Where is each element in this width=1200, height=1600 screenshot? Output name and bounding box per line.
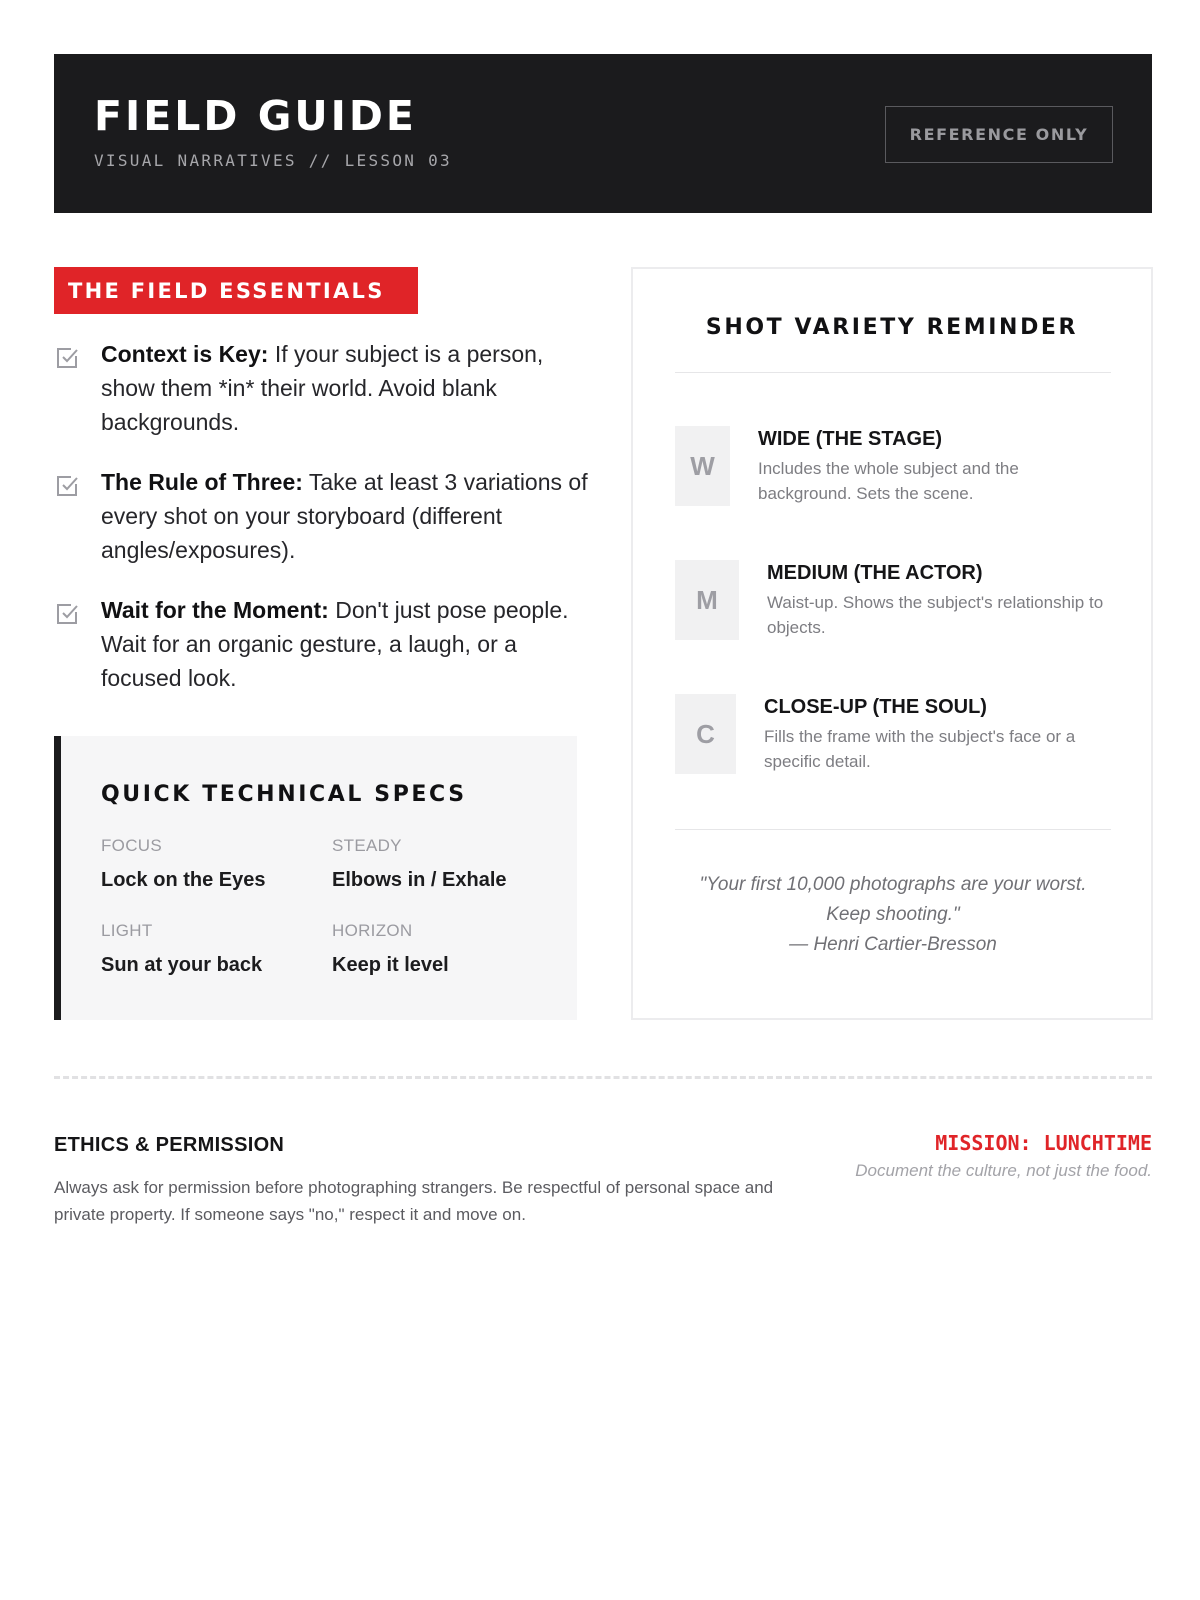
spec-value: Elbows in / Exhale <box>332 869 507 891</box>
essential-lead: The Rule of Three: <box>101 469 303 495</box>
mission-label: MISSION: LUNCHTIME <box>935 1131 1152 1155</box>
shot-letter-badge: C <box>675 694 736 774</box>
dashed-divider <box>54 1076 1152 1079</box>
spec-value: Sun at your back <box>101 954 263 976</box>
shot-description: Fills the frame with the subject's face or a specific detail. <box>764 727 1076 771</box>
shot-name: WIDE (THE STAGE) <box>758 428 943 450</box>
essential-body: If your subject is a person, show them *in* their world. Avoid blank backgrounds. <box>101 341 544 435</box>
spec-label: STEADY <box>332 836 402 855</box>
checkbox-checked-icon <box>54 344 81 371</box>
shot-name: CLOSE-UP (THE SOUL) <box>764 696 987 718</box>
shot-description: Waist-up. Shows the subject's relationship to objects. <box>767 593 1104 637</box>
ethics-title: ETHICS & PERMISSION <box>54 1134 285 1156</box>
header-banner <box>54 54 1152 213</box>
ethics-text: Always ask for permission before photographing strangers. Be respectful of personal space and private property. If someone says "no," respect it and move on. <box>54 1178 774 1224</box>
divider <box>675 372 1111 373</box>
essential-text <box>101 593 591 695</box>
spec-horizon <box>332 921 449 977</box>
essential-lead: Wait for the Moment: <box>101 597 329 623</box>
shot-variety-title: SHOT VARIETY REMINDER <box>705 315 1079 340</box>
spec-label: FOCUS <box>101 836 162 855</box>
essential-body: Don't just pose people. Wait for an organic gesture, a laugh, or a focused look. <box>101 597 569 691</box>
divider <box>675 829 1111 830</box>
shot-name: MEDIUM (THE ACTOR) <box>767 562 983 584</box>
essential-body: Take at least 3 variations of every shot on your storyboard (different angles/exposures). <box>101 469 588 563</box>
technical-specs-panel <box>54 736 577 1020</box>
essential-text <box>101 465 591 567</box>
spec-light <box>101 921 262 977</box>
checkbox-checked-icon <box>54 472 81 499</box>
quote-line: "Your first 10,000 photographs are your worst. <box>699 874 1087 895</box>
page-title: FIELD GUIDE <box>94 92 417 140</box>
spec-label: LIGHT <box>101 921 153 940</box>
specs-title: QUICK TECHNICAL SPECS <box>101 782 467 807</box>
spec-focus <box>101 836 266 892</box>
page-subtitle: VISUAL NARRATIVES // LESSON 03 <box>94 151 452 170</box>
shot-variety-card <box>631 267 1153 1020</box>
quote-block <box>675 870 1111 960</box>
spec-steady <box>332 836 507 892</box>
quote-author: — Henri Cartier-Bresson <box>789 934 997 955</box>
spec-value: Lock on the Eyes <box>101 869 266 891</box>
essentials-heading: THE FIELD ESSENTIALS <box>54 267 418 314</box>
reference-badge: REFERENCE ONLY <box>885 106 1113 163</box>
shot-letter-badge: M <box>675 560 739 640</box>
mission-subtitle: Document the culture, not just the food. <box>855 1161 1152 1180</box>
spec-value: Keep it level <box>332 954 449 976</box>
checkbox-checked-icon <box>54 600 81 627</box>
essential-lead: Context is Key: <box>101 341 269 367</box>
essential-text <box>101 337 591 439</box>
quote-line: Keep shooting." <box>826 904 960 925</box>
shot-description: Includes the whole subject and the background. Sets the scene. <box>758 459 1019 503</box>
spec-label: HORIZON <box>332 921 413 940</box>
shot-letter-badge: W <box>675 426 730 506</box>
